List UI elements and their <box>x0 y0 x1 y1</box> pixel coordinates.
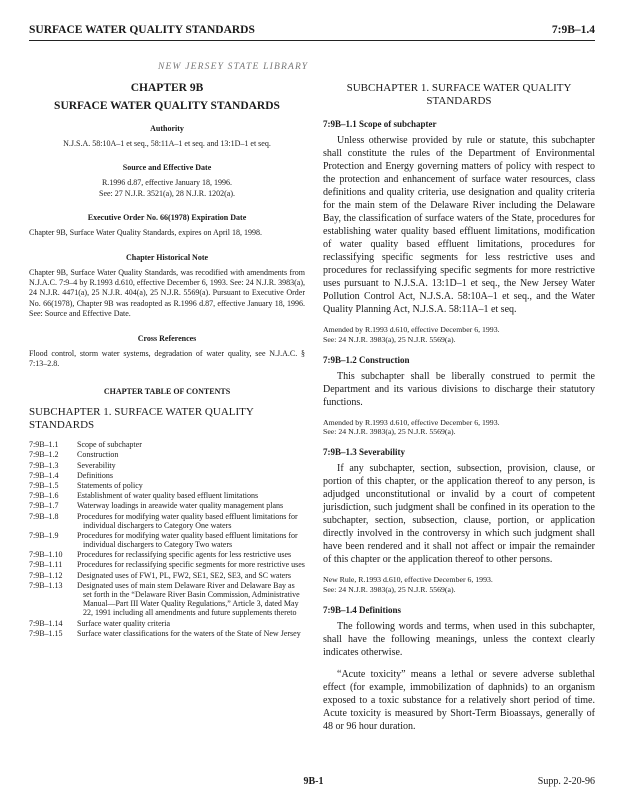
toc-row <box>29 550 305 560</box>
running-header <box>29 22 595 41</box>
toc-row <box>29 450 305 460</box>
toc-section-title: Establishment of water quality based effluent limitations <box>77 491 259 501</box>
toc-section-number: 7:9B–1.6 <box>29 491 59 501</box>
executive-order-heading: Executive Order No. 66(1978) Expiration Date <box>87 213 247 223</box>
authority-text: N.J.S.A. 58:10A–1 et seq., 58:11A–1 et seq. and 13:1D–1 et seq. <box>63 139 271 148</box>
chapter-title: SURFACE WATER QUALITY STANDARDS <box>54 100 280 112</box>
supplement-date: Supp. 2-20-96 <box>537 776 595 787</box>
toc-section-title: Designated uses of main stem Delaware River and Delaware Bay as set forth in the “Delaware River Basin Commission, Administrative Manual—Part III Water Quality Regulations,” Article 3, dated May 22, 1991 including all amendments and future supplements thereto <box>77 580 300 618</box>
amendment-note <box>323 418 595 437</box>
toc-row <box>29 531 305 550</box>
header-section-number: 7:9B–1.4 <box>551 24 595 36</box>
section-paragraph: “Acute toxicity” means a lethal or severe adverse sublethal effect (for example, immobilization of daphnids) to an organism exposed to a toxic substance for a relatively short period of time. Acute toxicity is measured by Short-Term Bioassays, generally of 48 or 96 hour duration. <box>323 668 595 732</box>
toc-section-title: Procedures for reclassifying specific segments for more restrictive uses <box>77 560 305 570</box>
toc-section-number: 7:9B–1.7 <box>29 501 59 511</box>
subchapter-title: SUBCHAPTER 1. SURFACE WATER QUALITY STANDARDS <box>346 82 572 107</box>
right-column <box>323 82 595 742</box>
toc-row <box>29 629 305 639</box>
amendment-line: Amended by R.1993 d.610, effective December 6, 1993. <box>323 417 500 427</box>
toc-section-title: Procedures for modifying water quality based effluent limitations for individual dischargers to Category One waters <box>77 511 298 530</box>
source-heading: Source and Effective Date <box>122 163 212 173</box>
toc-section-number: 7:9B–1.13 <box>29 580 63 590</box>
toc-section-title: Procedures for modifying water quality based effluent limitations for individual dischargers to Category Two waters <box>77 530 298 550</box>
executive-order-block <box>29 213 305 238</box>
toc-section-title: Severability <box>77 460 116 470</box>
source-line-2: See: 27 N.J.R. 3521(a), 28 N.J.R. 1202(a). <box>99 188 235 198</box>
toc-section-number: 7:9B–1.5 <box>29 480 59 490</box>
toc-section-title: Definitions <box>77 470 113 480</box>
toc-section-number: 7:9B–1.10 <box>29 550 63 560</box>
header-title: SURFACE WATER QUALITY STANDARDS <box>29 24 255 36</box>
section-paragraph: This subchapter shall be liberally construed to permit the Department and its various divisions to discharge their statutory functions. <box>323 370 595 408</box>
toc-row <box>29 619 305 629</box>
amendment-note <box>323 575 595 594</box>
cross-references-block <box>29 334 305 370</box>
section-heading: 7:9B–1.3 Severability <box>323 447 405 458</box>
amendment-note <box>323 325 595 344</box>
section-paragraph: The following words and terms, when used in this subchapter, shall have the following meanings, unless the context clearly indicates otherwise. <box>323 620 595 658</box>
toc-section-title: Designated uses of FW1, PL, FW2, SE1, SE2, SE3, and SC waters <box>77 570 291 580</box>
table-of-contents <box>29 440 305 639</box>
toc-heading: CHAPTER TABLE OF CONTENTS <box>103 387 231 397</box>
toc-section-number: 7:9B–1.11 <box>29 560 63 570</box>
toc-section-title: Construction <box>77 450 119 460</box>
toc-section-number: 7:9B–1.12 <box>29 570 63 580</box>
left-column <box>29 82 305 639</box>
toc-section-number: 7:9B–1.14 <box>29 618 63 628</box>
authority-block <box>29 124 305 149</box>
toc-row <box>29 471 305 481</box>
cross-references-text: Flood control, storm water systems, degradation of water quality, see N.J.A.C. § 7:13–2.8. <box>29 348 305 368</box>
toc-section-number: 7:9B–1.4 <box>29 470 59 480</box>
toc-row <box>29 491 305 501</box>
historical-note-block <box>29 253 305 320</box>
section-paragraph: Unless otherwise provided by rule or statute, this subchapter shall constitute the rules of the Department of Environmental Protection and Energy governing matters of policy with respect to the protection and enhancement of surface water resources, class definitions and quality criteria, use designation and quality criteria for the main stem of the Delaware River including the Delaware Bay, the classification of surface waters of the State, procedures for establishing water quality based effluent limitations, modification of water quality based effluent limitations, procedures for reclassifying specific segments for less restrictive uses and procedures for reclassifying specific segments for more restrictive uses pursuant to N.J.S.A. 13:1D–1 et seq., the New Jersey Water Pollution Control Act, N.J.S.A. 58:10A–1 et seq., and the Water Quality Planning Act, N.J.S.A. 58:11A–1 et seq. <box>323 135 595 316</box>
toc-section-number: 7:9B–1.2 <box>29 450 59 460</box>
toc-section-number: 7:9B–1.9 <box>29 530 59 540</box>
toc-row <box>29 581 305 619</box>
page-number: 9B-1 <box>303 776 324 787</box>
amendment-line: See: 24 N.J.R. 3983(a), 25 N.J.R. 5569(a). <box>323 427 456 437</box>
cross-references-heading: Cross References <box>137 333 197 343</box>
toc-section-number: 7:9B–1.8 <box>29 511 59 521</box>
toc-section-title: Waterway loadings in areawide water quality management plans <box>77 501 284 511</box>
historical-note-heading: Chapter Historical Note <box>125 252 209 262</box>
toc-section-title: Surface water quality criteria <box>77 618 171 628</box>
toc-section-number: 7:9B–1.15 <box>29 628 63 638</box>
toc-section-number: 7:9B–1.1 <box>29 440 59 450</box>
library-stamp: NEW JERSEY STATE LIBRARY <box>158 62 309 72</box>
toc-section-title: Surface water classifications for the waters of the State of New Jersey <box>77 628 301 638</box>
amendment-line: See: 24 N.J.R. 3983(a), 25 N.J.R. 5569(a). <box>323 584 456 594</box>
section-heading: 7:9B–1.4 Definitions <box>323 604 402 615</box>
toc-section-title: Procedures for reclassifying specific agents for less restrictive uses <box>77 550 292 560</box>
sections-container <box>323 119 595 732</box>
toc-section-title: Statements of policy <box>77 480 143 490</box>
toc-subchapter-title: SUBCHAPTER 1. SURFACE WATER QUALITY STANDARDS <box>29 406 254 432</box>
toc-row <box>29 571 305 581</box>
section-heading: 7:9B–1.2 Construction <box>323 354 410 365</box>
toc-section-title: Scope of subchapter <box>77 440 142 450</box>
section-heading: 7:9B–1.1 Scope of subchapter <box>323 119 437 130</box>
source-line-1: R.1996 d.87, effective January 18, 1996. <box>101 178 233 188</box>
toc-row <box>29 560 305 570</box>
toc-row <box>29 440 305 450</box>
source-block <box>29 163 305 199</box>
toc-row <box>29 461 305 471</box>
toc-section-number: 7:9B–1.3 <box>29 460 59 470</box>
toc-row <box>29 501 305 511</box>
chapter-number: CHAPTER 9B <box>130 82 204 94</box>
historical-note-text: Chapter 9B, Surface Water Quality Standards, was recodified with amendments from N.J.A.C. 7:9–4 by R.1993 d.610, effective December 6, 1993. See: 24 N.J.R. 3983(a), 24 N.J.R. 4471(a), 25 N.J.R. 404(a), 25 N.J.R. 5569(a). Pursuant to Executive Order No. 66(1978), Chapter 9B was readopted as R.1996 d.87, effective January 18, 1996. See: Source and Effective Date. <box>29 267 305 319</box>
authority-heading: Authority <box>150 124 184 133</box>
amendment-line: New Rule, R.1993 d.610, effective December 6, 1993. <box>323 575 493 585</box>
toc-row <box>29 481 305 491</box>
toc-row <box>29 512 305 531</box>
executive-order-text: Chapter 9B, Surface Water Quality Standards, expires on April 18, 1998. <box>29 228 262 238</box>
section-paragraph: If any subchapter, section, subsection, provision, clause, or portion of this chapter, or the application thereof to any person, is adjudged unconstitutional or invalid by a court of competent jurisdiction, such judgment shall be confined in its operation to the subchapter, section, subsection, clause, portion, or application directly involved in the controversy in which such judgment shall have been rendered and it shall not affect or impair the remainder of this chapter or the application thereof to other persons. <box>323 463 595 566</box>
amendment-line: Amended by R.1993 d.610, effective December 6, 1993. <box>323 325 500 335</box>
amendment-line: See: 24 N.J.R. 3983(a), 25 N.J.R. 5569(a). <box>323 335 456 345</box>
